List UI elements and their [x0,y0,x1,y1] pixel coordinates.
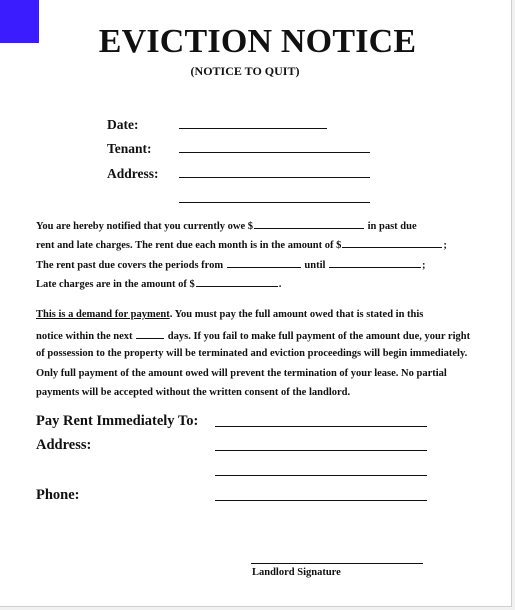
phone-label: Phone: [36,487,80,503]
notice-line-2-text-b: ; [443,240,447,251]
notice-line-1-text-a: You are hereby notified that you currently owe $ [36,221,253,232]
address-field-line-2[interactable] [179,202,370,203]
notice-line-4-text-b: . [278,279,282,290]
demand-line-1 [36,309,496,321]
notice-line-3-text-c: ; [422,260,426,271]
notice-line-2 [36,238,496,252]
date-field-line[interactable] [179,128,327,129]
document-title: EVICTION NOTICE [98,23,417,60]
notice-line-3 [36,258,496,272]
notice-line-3-text-a: The rent past due covers the periods from [36,260,224,271]
payment-address-label: Address: [36,437,92,453]
demand-line-2-text-a: notice within the next [36,331,133,342]
period-until-blank[interactable] [329,258,421,268]
pay-to-field-line[interactable] [215,426,427,427]
payment-address-line-1[interactable] [215,450,427,451]
address-label: Address: [107,166,159,181]
notice-line-2-text-a: rent and late charges. The rent due each month is in the amount of $ [36,240,342,251]
demand-line-4: Only full payment of the amount owed will prevent the termination of your lease. No partial [36,368,447,379]
late-charges-blank[interactable] [196,277,278,287]
days-blank[interactable] [136,329,164,339]
signature-line[interactable] [251,563,423,564]
notice-line-1-text-b: in past due [367,221,417,232]
demand-for-payment-text: This is a demand for payment [36,309,170,320]
notice-line-4 [36,277,496,291]
demand-line-5: payments will be accepted without the written consent of the landlord. [36,387,351,398]
landlord-signature-label: Landlord Signature [252,567,341,578]
monthly-rent-blank[interactable] [342,238,442,248]
payment-address-line-2[interactable] [215,475,427,476]
notice-line-3-text-b: until [304,260,326,271]
demand-line-2 [36,329,496,343]
address-field-line-1[interactable] [179,177,370,178]
demand-line-2-text-b: days. If you fail to make full payment of the amount due, your right [167,331,471,342]
pay-rent-label: Pay Rent Immediately To: [36,413,199,429]
demand-line-1-rest: . You must pay the full amount owed that is stated in this [169,309,424,320]
period-from-blank[interactable] [227,258,301,268]
phone-field-line[interactable] [215,500,427,501]
tenant-field-line[interactable] [179,152,370,153]
notice-line-4-text-a: Late charges are in the amount of $ [36,279,195,290]
notice-line-1 [36,219,496,233]
date-label: Date: [107,117,139,132]
tenant-label: Tenant: [107,141,152,156]
document-subtitle: (NOTICE TO QUIT) [190,64,300,78]
amount-owed-blank[interactable] [254,219,364,229]
demand-line-3: of possession to the property will be terminated and eviction proceedings will begin immediately. [36,348,468,359]
